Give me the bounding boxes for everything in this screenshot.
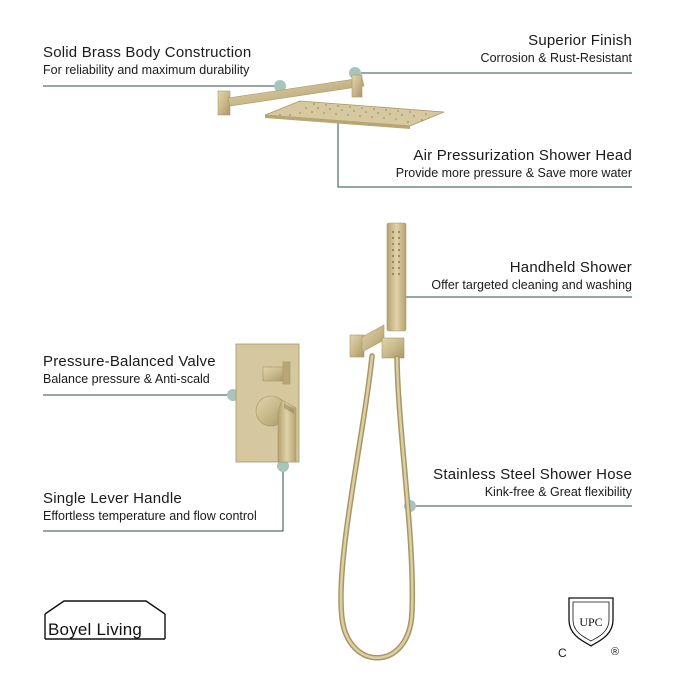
upc-certification-icon bbox=[555, 596, 625, 648]
shower-hose bbox=[341, 356, 412, 658]
brand-logo bbox=[44, 600, 166, 645]
registered-mark: ® bbox=[611, 646, 620, 658]
feature-subtitle: Offer targeted cleaning and washing bbox=[431, 278, 632, 292]
feature-solid-brass bbox=[43, 44, 251, 78]
feature-pressure-valve bbox=[43, 353, 216, 387]
feature-title: Handheld Shower bbox=[509, 259, 632, 276]
feature-title: Stainless Steel Shower Hose bbox=[433, 466, 632, 483]
shower-head bbox=[265, 101, 444, 129]
feature-title: Solid Brass Body Construction bbox=[43, 44, 252, 61]
leader-lines bbox=[43, 73, 632, 531]
feature-subtitle: For reliability and maximum durability bbox=[43, 63, 250, 77]
feature-title: Air Pressurization Shower Head bbox=[413, 147, 632, 164]
feature-subtitle: Corrosion & Rust-Resistant bbox=[480, 51, 632, 65]
feature-subtitle: Effortless temperature and flow control bbox=[43, 509, 257, 523]
feature-air-pressurization bbox=[396, 147, 632, 181]
feature-subtitle: Balance pressure & Anti-scald bbox=[43, 372, 210, 386]
upc-mark-text: UPC bbox=[579, 615, 603, 629]
cert-c-mark: C bbox=[558, 646, 567, 660]
feature-title: Superior Finish bbox=[528, 32, 632, 49]
handheld-wand bbox=[387, 223, 406, 331]
feature-single-lever bbox=[43, 490, 257, 524]
feature-stainless-hose bbox=[433, 466, 632, 500]
feature-handheld-shower bbox=[431, 259, 632, 293]
feature-title: Single Lever Handle bbox=[43, 490, 182, 507]
feature-title: Pressure-Balanced Valve bbox=[43, 353, 216, 370]
brand-name: Boyel Living bbox=[48, 620, 143, 639]
feature-superior-finish bbox=[481, 32, 632, 66]
feature-subtitle: Kink-free & Great flexibility bbox=[484, 485, 632, 499]
feature-subtitle: Provide more pressure & Save more water bbox=[395, 166, 632, 180]
